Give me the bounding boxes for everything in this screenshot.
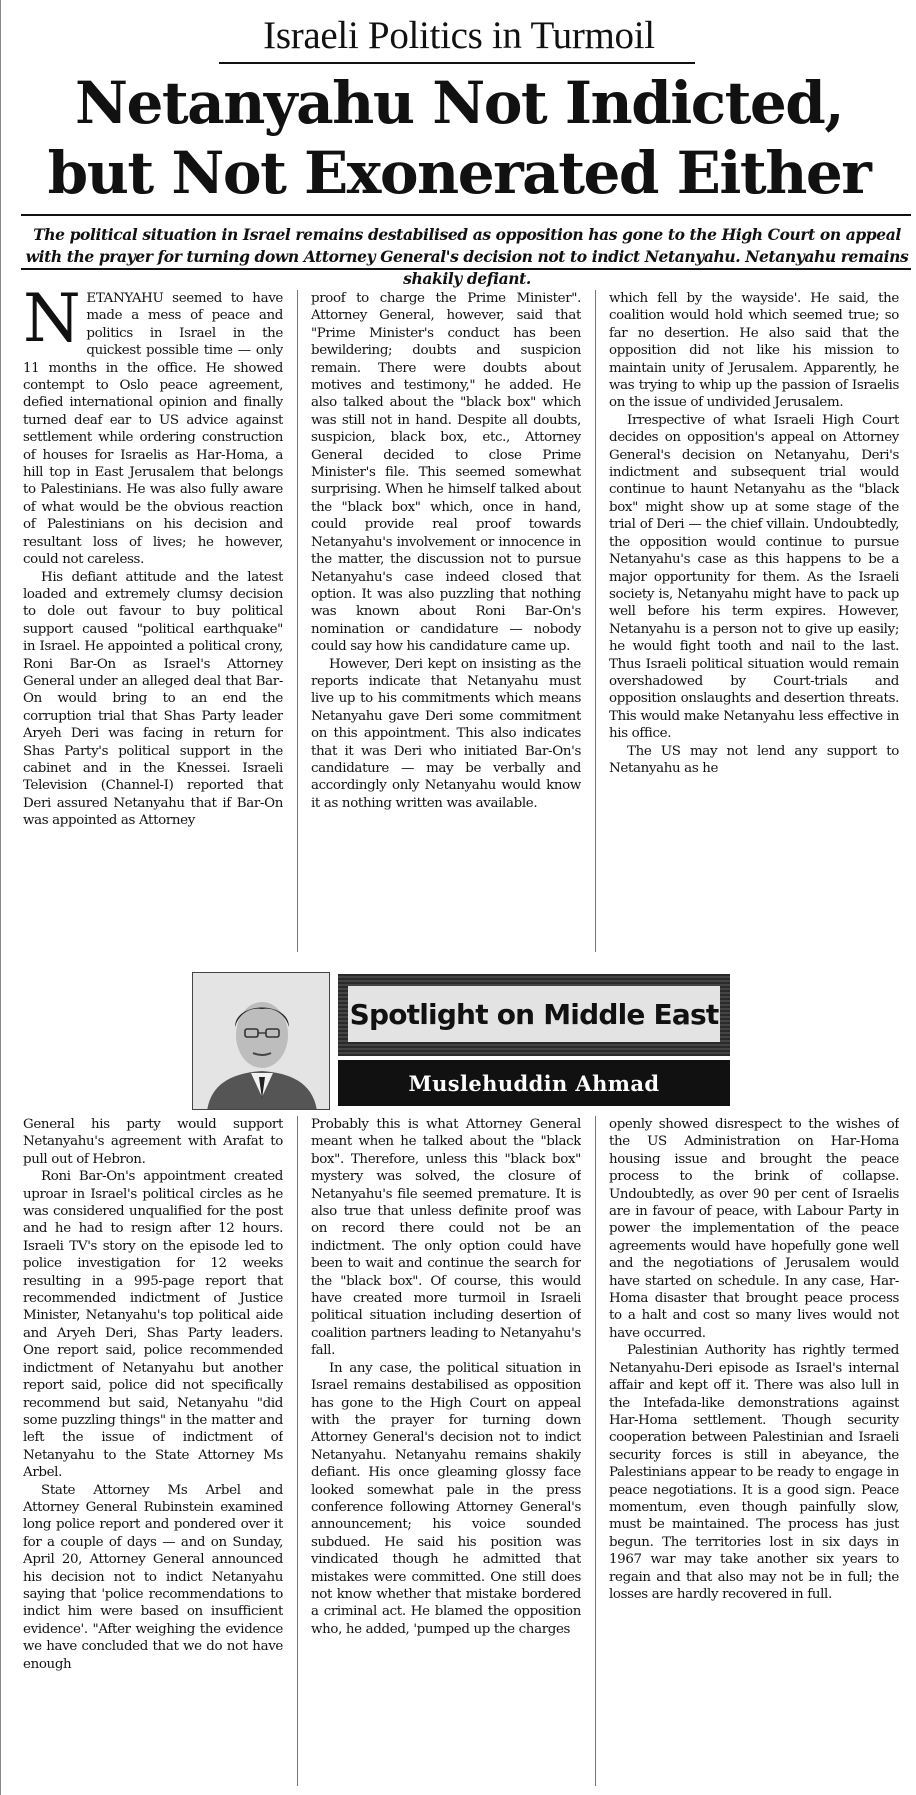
- article-column-bottom-3: [609, 1116, 899, 1786]
- paragraph: Roni Bar-On's appointment created uproar in Israel's political circles as he was considered unqualified for the post and he had to resign after 12 hours. Israeli TV's story on the episode led to police investigation for 12 weeks resulting in a 995-page report that recommended indictment of Justice Minister, Netanyahu's top political aide and Aryeh Deri, Shas Party leaders. One report said, police recommended indictment of Netanyahu but another report said, police did not specifically recommend but said, Netanyahu "did some puzzling things" in the matter and left the issue of indictment of Netanyahu to the State Attorney Ms Arbel.: [23, 1169, 283, 1481]
- column-spotlight-box: [192, 972, 732, 1110]
- headline-line-2: but Not Exonerated Either: [47, 139, 871, 207]
- paragraph: In any case, the political situation in Israel remains destabilised as opposition has gone to the High Court on appeal with the prayer for turning down Attorney General's decision not to indict Netanyahu. Netanyahu remains shakily defiant. His once gleaming glossy face looked somewhat pale in the press conference following Attorney General's announcement; his voice sounded subdued. He said his position was vindicated though he admitted that mistakes were committed. One still does not know whether that mistake bordered a criminal act. He blamed the opposition who, he added, 'pumped up the charges: [311, 1360, 581, 1637]
- paragraph: Probably this is what Attorney General meant when he talked about the "black box". Therefore, unless this "black box" mystery was solved, the closure of Netanyahu's file seemed premature. It is also true that unless definite proof was on record there could not be an indictment. The only option could have been to wait and continue the search for the "black box". Of course, this would have created more turmoil in Israeli political situation including desertion of coalition partners leading to Netanyahu's fall.: [311, 1117, 581, 1359]
- paragraph: The US may not lend any support to Netanyahu as he: [609, 743, 899, 776]
- paragraph: NETANYAHU seemed to have made a mess of peace and politics in Israel in the quickest possible time — only 11 months in the office. He showed contempt to Oslo peace agreement, defied international opinion and finally turned deaf ear to US advice against settlement while ordering construction of houses for Israelis as Har-Homa, a hill top in East Jerusalem that belongs to Palestinians. He was also fully aware of what would be the obvious reaction of Palestinians on his decision and resultant loss of lives; he however, could not careless.: [23, 290, 283, 568]
- headline: [7, 68, 911, 208]
- paragraph: General his party would support Netanyahu's agreement with Arafat to pull out of Hebron.: [23, 1117, 283, 1167]
- paragraph: which fell by the wayside'. He said, the coalition would hold which seemed true; so far no desertion. He also said that the opposition did not like his mission to maintain unity of Jerusalem. Apparently, he was trying to whip up the passion of Israelis on the issue of undivided Jerusalem.: [609, 291, 899, 411]
- column-rule: [595, 290, 596, 952]
- deck-rule: [21, 268, 911, 270]
- headline-line-1: Netanyahu Not Indicted,: [74, 69, 844, 137]
- column-rule: [595, 1116, 596, 1786]
- deck-summary: The political situation in Israel remains destabilised as opposition has gone to the High Court on appeal with the prayer for turning down Attorney General's decision not to indict Netanyahu. Netanyahu remains shakily defiant.: [25, 225, 909, 288]
- article-column-top-1: [23, 290, 283, 952]
- paragraph: Irrespective of what Israeli High Court decides on opposition's appeal on Attorney General's decision on Netanyahu, Deri's indictment and subsequent trial would continue to haunt Netanyahu as the "black box" might show up at some stage of the trial of Deri — the chief villain. Undoubtedly, the opposition would continue to pursue Netanyahu's case as this happens to be a major opportunity for them. As the Israeli society is, Netanyahu might have to pack up well before his term expires. However, Netanyahu is a person not to give up easily; he would fight tooth and nail to the last. Thus Israeli political situation would remain overshadowed by Court-trials and opposition onslaughts and desertion threats. This would make Netanyahu less effective in his office.: [609, 412, 899, 742]
- paragraph: openly showed disrespect to the wishes of the US Administration on Har-Homa housing issue and brought the peace process to the brink of collapse. Undoubtedly, as over 90 per cent of Israelis are in favour of peace, with Labour Party in power the implementation of the peace agreements would have hopefully gone well and the negotiations of Jerusalem would have started on schedule. In any case, Har-Homa disaster that brought peace process to a halt and cost so many lives would not have occurred.: [609, 1117, 899, 1341]
- paragraph: However, Deri kept on insisting as the reports indicate that Netanyahu must live up to his commitments which means Netanyahu gave Deri some commitment on this appointment. This also indicates that it was Deri who initiated Bar-On's candidature — may be verbally and accordingly only Netanyahu would know it as nothing written was available.: [311, 656, 581, 811]
- article-column-bottom-2: [311, 1116, 581, 1786]
- column-banner: [338, 974, 730, 1056]
- section-kicker: Israeli Politics in Turmoil: [263, 14, 655, 57]
- paragraph: proof to charge the Prime Minister". Attorney General, however, said that "Prime Minister's conduct has been bewildering; doubts and suspicion remain. There were doubts about motives and testimony," he added. He also talked about the "black box" which was still not in hand. Despite all doubts, suspicion, black box, etc., Attorney General decided to close Prime Minister's file. This seemed somewhat surprising. When he himself talked about the "black box" which, once in hand, could provide real proof towards Netanyahu's involvement or innocence in the matter, the discussion not to pursue Netanyahu's case indeed closed that option. It was also puzzling that nothing was known about Roni Bar-On's nomination or candidature — nobody could say how his candidature came up.: [311, 291, 581, 655]
- author-portrait-icon: [193, 973, 330, 1110]
- article-column-top-3: [609, 290, 899, 952]
- paragraph: Palestinian Authority has rightly termed Netanyahu-Deri episode as Israel's internal affair and kept off it. There was also lull in the Intefada-like demonstrations against Har-Homa settlement. Though security cooperation between Palestinian and Israeli security forces is still in abeyance, the Palestinians appear to be ready to engage in peace negotiations. It is a good sign. Peace momentum, even though painfully slow, must be maintained. The process has just begun. The territories lost in six days in 1967 war may take another six years to regain and that also may not be in full; the losses are hardly recovered in full.: [609, 1343, 899, 1602]
- column-title: Spotlight on Middle East: [348, 986, 720, 1042]
- article-column-bottom-1: [23, 1116, 283, 1786]
- author-photo: [192, 972, 330, 1110]
- paragraph: His defiant attitude and the latest loaded and extremely clumsy decision to dole out favour to buy political support caused "political earthquake" in Israel. He appointed a political crony, Roni Bar-On as Israel's Attorney General under an alleged deal that Bar-On would bring to an end the corruption trial that Shas Party leader Aryeh Deri was facing in return for Shas Party's political support in the cabinet and in the Knessei. Israeli Television (Channel-I) reported that Deri assured Netanyahu that if Bar-On was appointed as Attorney: [23, 569, 283, 829]
- paragraph: State Attorney Ms Arbel and Attorney General Rubinstein examined long police report and pondered over it for a couple of days — and on Sunday, April 20, Attorney General announced his decision not to indict Netanyahu saying that 'police recommendations to indict him were based on insufficient evidence'. "After weighing the evidence we have concluded that we do not have enough: [23, 1482, 283, 1672]
- drop-cap: N: [23, 290, 81, 357]
- kicker-underline: [219, 62, 695, 64]
- article-column-top-2: [311, 290, 581, 952]
- column-rule: [297, 290, 298, 952]
- author-byline: Muslehuddin Ahmad: [338, 1060, 730, 1106]
- column-rule: [297, 1116, 298, 1786]
- headline-rule: [21, 214, 911, 216]
